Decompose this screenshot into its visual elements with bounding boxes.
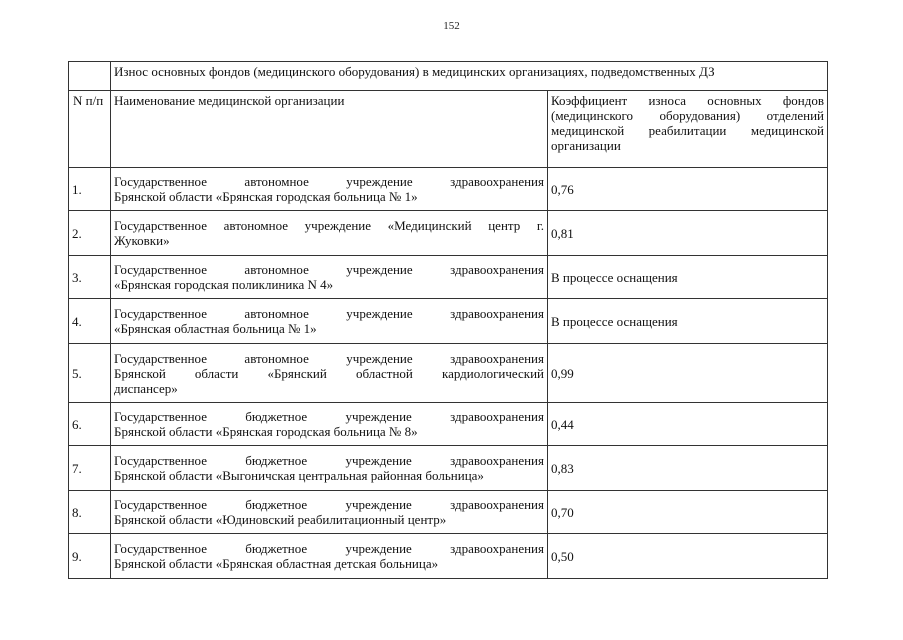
- row-name: [111, 211, 548, 256]
- row-name-line: «Брянская городская поликлиника N 4»: [114, 277, 334, 292]
- row-value: В процессе оснащения: [548, 256, 828, 299]
- row-name-line: Брянской области «Выгоничская центральная районная больница»: [114, 468, 484, 483]
- table-row: [69, 211, 828, 256]
- table-row: [69, 403, 828, 446]
- row-name-line: «Брянская областная больница № 1»: [114, 321, 317, 336]
- row-num: 1.: [69, 168, 111, 211]
- equipment-wear-table: [68, 61, 828, 579]
- row-num: 3.: [69, 256, 111, 299]
- table-row: [69, 534, 828, 579]
- table-row: [69, 491, 828, 534]
- row-value: 0,83: [548, 446, 828, 491]
- table-header-row: [69, 91, 828, 168]
- row-name-line: Государственное бюджетное учреждение здравоохранения: [114, 541, 544, 556]
- row-num: 2.: [69, 211, 111, 256]
- row-name: [111, 299, 548, 344]
- header-name: Наименование медицинской организации: [111, 91, 548, 168]
- row-name-line: Государственное автономное учреждение здравоохранения: [114, 306, 544, 321]
- table-title: Износ основных фондов (медицинского оборудования) в медицинских организациях, подведомственных ДЗ: [111, 62, 828, 91]
- row-num: 9.: [69, 534, 111, 579]
- page-number: 152: [443, 20, 460, 32]
- row-value: 0,44: [548, 403, 828, 446]
- row-value: 0,99: [548, 344, 828, 403]
- row-value: 0,50: [548, 534, 828, 579]
- row-name-line: Брянской области «Брянская городская больница № 1»: [114, 189, 418, 204]
- table-row: [69, 299, 828, 344]
- table-row: [69, 446, 828, 491]
- row-value: 0,70: [548, 491, 828, 534]
- row-name-line: Государственное бюджетное учреждение здравоохранения: [114, 497, 544, 512]
- row-name: [111, 256, 548, 299]
- row-name-line: Брянской области «Юдиновский реабилитационный центр»: [114, 512, 447, 527]
- row-num: 6.: [69, 403, 111, 446]
- row-value: 0,76: [548, 168, 828, 211]
- row-name-line: Жуковки»: [114, 233, 170, 248]
- row-name-line: Государственное автономное учреждение здравоохранения: [114, 350, 544, 366]
- row-name: [111, 403, 548, 446]
- table-title-row: [69, 62, 828, 91]
- row-name-line: Брянской области «Брянская городская больница № 8»: [114, 424, 418, 439]
- row-value: 0,81: [548, 211, 828, 256]
- row-name: [111, 446, 548, 491]
- table-row: [69, 256, 828, 299]
- row-num: 4.: [69, 299, 111, 344]
- row-name-line: Брянской области «Брянский областной кардиологический: [114, 365, 544, 381]
- row-name-line: Государственное автономное учреждение здравоохранения: [114, 262, 544, 277]
- row-name: [111, 491, 548, 534]
- row-name-line: Государственное бюджетное учреждение здравоохранения: [114, 409, 544, 424]
- row-name: [111, 534, 548, 579]
- table-row: [69, 168, 828, 211]
- row-num: 7.: [69, 446, 111, 491]
- header-num: N п/п: [69, 91, 111, 168]
- row-name-line: Брянской области «Брянская областная детская больница»: [114, 556, 439, 571]
- row-name: [111, 168, 548, 211]
- row-num: 8.: [69, 491, 111, 534]
- row-value: В процессе оснащения: [548, 299, 828, 344]
- table-row: [69, 344, 828, 403]
- row-num: 5.: [69, 344, 111, 403]
- row-name-line: Государственное автономное учреждение «Медицинский центр г.: [114, 218, 544, 233]
- title-empty-cell: [69, 62, 111, 91]
- row-name-line: диспансер»: [114, 380, 178, 396]
- row-name: [111, 344, 548, 403]
- header-coef: Коэффициент износа основных фондов (медицинского оборудования) отделений медицинской реабилитации медицинской организации: [548, 91, 828, 168]
- row-name-line: Государственное бюджетное учреждение здравоохранения: [114, 453, 544, 468]
- row-name-line: Государственное автономное учреждение здравоохранения: [114, 174, 544, 189]
